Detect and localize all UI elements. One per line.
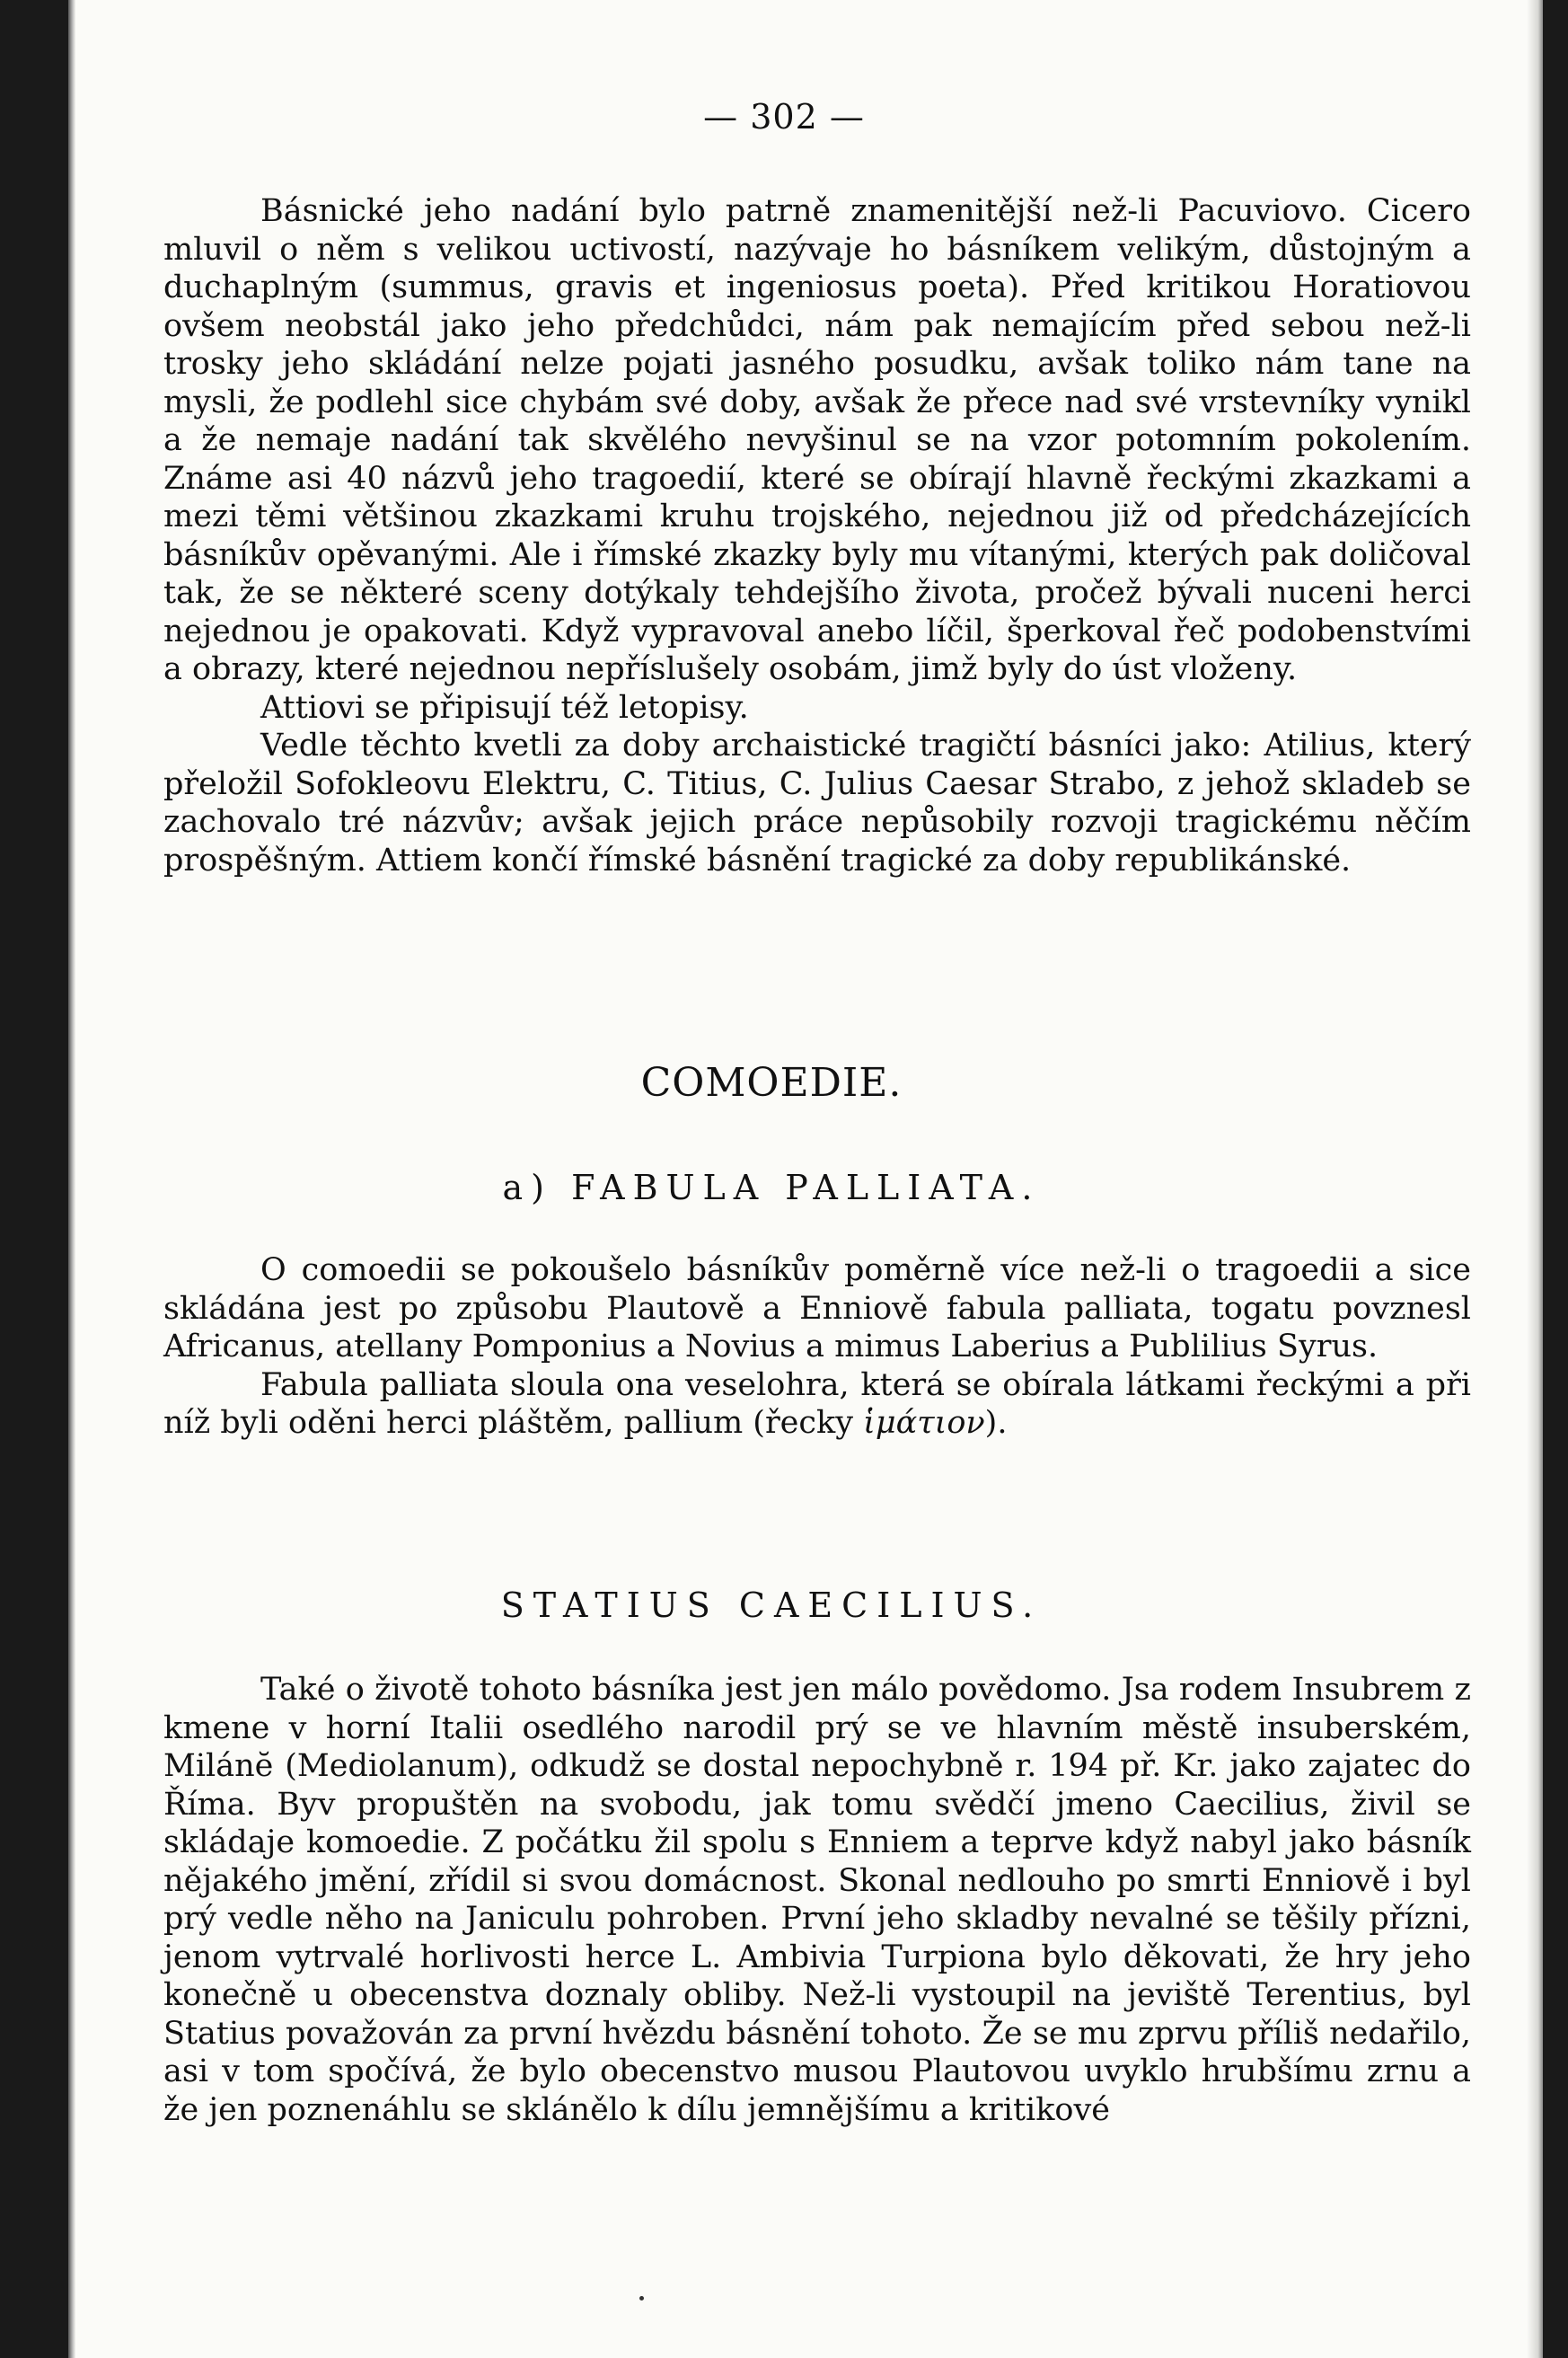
paragraph-text-end: ). [984,1405,1008,1441]
paragraph-text [163,1366,1471,1443]
page-number: — 302 — [703,97,865,137]
greek-word: ἱμάτιον [863,1405,985,1441]
paragraph-text: Také o životě tohoto básníka jest jen málo povědomo. Jsa rodem Insubrem z kmene v horní Italii osedlého narodil prý se ve hlavním městě insuberském, Milánĕ (Mediolanum), odkudž se dostal nepochybně r. 194 př. Kr. jako zajatec do Říma. Byv propuštěn na svobodu, jak tomu svědčí jmeno Caecilius, živil se skládaje komoedie. Z počátku žil spolu s Enniem a teprve když nabyl jako básník nějakého jmění, zřídil si svou domácnost. Skonal nedlouho po smrti Enniově i byl prý vedle něho na Janiculu pohroben. První jeho skladby nevalné se těšily přízni, jenom vytrvalé horlivosti herce L. Ambivia Turpiona bylo děkovati, že hry jeho konečně u obecenstva doznaly obliby. Než-li vystoupil na jeviště Terentius, byl Statius považován za první hvězdu básnění tohoto. Že se mu zprvu příliš nedařilo, asi v tom spočívá, že bylo obecenstvo musou Plautovou uvyklo hrubšímu zrnu a že jen poznenáhlu se sklánělo k dílu jemnějšímu a kritikové [163,1672,1471,2128]
scan-speck [639,2296,644,2301]
paragraph-accius [163,192,1471,879]
paragraph-text-part: Fabula palliata sloula ona veselohra, která se obírala látkami řeckými a při níž byli oděni herci pláštěm, pallium (řecky [163,1366,1471,1441]
subsection-heading: STATIUS CAECILIUS. [500,1585,1043,1625]
paragraph-text: Attiovi se připisují též letopisy. [260,689,749,726]
paragraph-text: Vedle těchto kvetli za doby archaistické tragičtí básníci jako: Atilius, který přeložil Sofokleovu Elektru, C. Titius, C. Julius Caesar Strabo, z jehož skladeb se zachovalo tré názvův; avšak jejich práce nepůsobily rozvoji tragickému něčím prospěšným. Attiem končí římské básnění tragické za doby republikánské. [163,728,1471,879]
paragraph-comoedie [163,1251,1471,1443]
paragraph-text: O comoedii se pokoušelo básníkův poměrně více než-li o tragoedii a sice skládána jest po způsobu Plautově a Enniově fabula palliata, togatu povznesl Africanus, atellany Pomponius a Novius a mimus Laberius a Publilius Syrus. [163,1252,1471,1364]
section-heading: COMOEDIE. [640,1060,903,1106]
paragraph-statius [163,1671,1471,2129]
subsection-heading: a) FABULA PALLIATA. [502,1168,1041,1207]
paragraph-text: Básnické jeho nadání bylo patrně znamenitější než-li Pacuviovo. Cicero mluvil o něm s velikou uctivostí, nazývaje ho básníkem velikým, důstojným a duchaplným (summus, gravis et ingeniosus poeta). Před kritikou Horatiovou ovšem neobstál jako jeho předchůdci, nám pak nemajícím před sebou než-li trosky jeho skládání nelze pojati jasného posudku, avšak toliko nám tane na mysli, že podlehl sice chybám své doby, avšak že přece nad své vrstevníky vynikl a že nemaje nadání tak skvělého nevyšinul se na vzor potomním pokolením. Známe asi 40 názvů jeho tragoedií, které se obírají hlavně řeckými zkazkami a mezi těmi většinou zkazkami kruhu trojského, nejednou již od předcházejících básníkův opěvanými. Ale i římské zkazky byly mu vítanými, kterých pak doličoval tak, že se některé sceny dotýkaly tehdejšího života, pročež bývali nuceni herci nejednou je opakovati. Když vypravoval anebo líčil, šperkoval řeč podobenstvími a obrazy, které nejednou nepříslušely osobám, jimž byly do úst vloženy. [163,193,1471,687]
